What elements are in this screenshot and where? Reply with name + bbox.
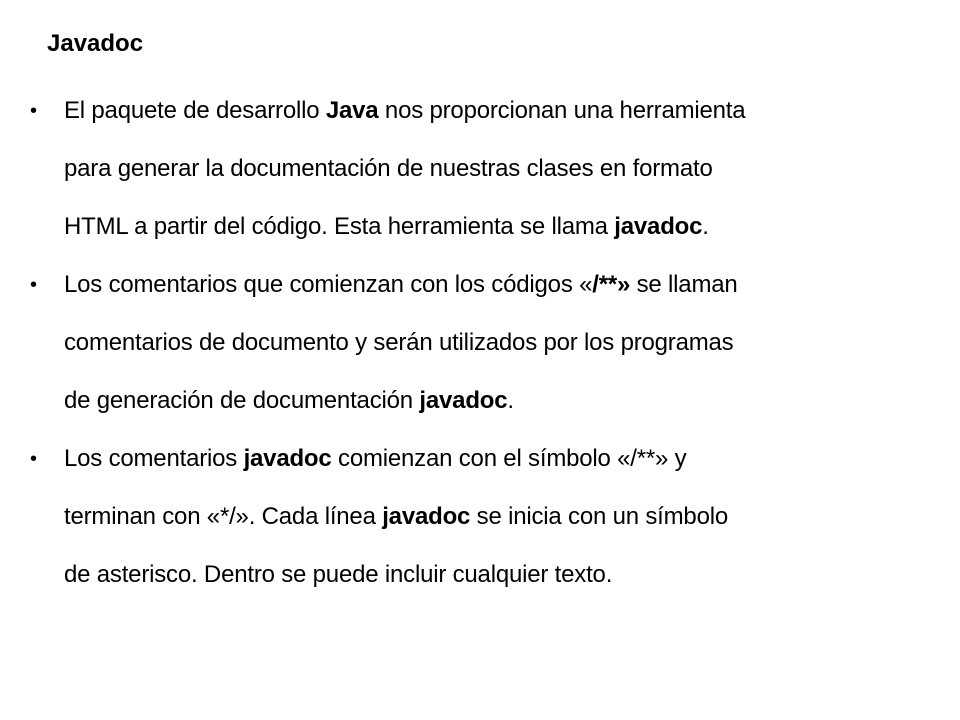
bullet-item xyxy=(30,82,910,256)
bullet-icon: • xyxy=(30,100,37,122)
text-run: terminan con «*/». Cada línea xyxy=(64,503,383,530)
text-run: se llaman xyxy=(630,271,738,298)
text-run-bold: javadoc xyxy=(243,445,332,472)
bullet-item xyxy=(30,256,910,430)
bullet-line xyxy=(64,82,910,140)
text-run-bold: /**» xyxy=(592,271,631,298)
bullet-line xyxy=(64,198,910,256)
text-run: . xyxy=(507,387,514,414)
bullet-line xyxy=(64,140,910,198)
text-run: El paquete de desarrollo xyxy=(64,97,326,124)
text-run: Los comentarios xyxy=(64,445,244,472)
text-run: HTML a partir del código. Esta herramienta se llama xyxy=(64,213,615,240)
text-run-bold: Java xyxy=(325,97,379,124)
text-run: . xyxy=(702,213,709,240)
text-run: nos proporcionan una herramienta xyxy=(378,97,746,124)
slide-title: Javadoc xyxy=(47,30,144,57)
text-run: se inicia con un símbolo xyxy=(470,503,728,530)
text-run: de generación de documentación xyxy=(64,387,420,414)
text-run: comienzan con el símbolo «/**» y xyxy=(331,445,687,472)
text-run: de asterisco. Dentro se puede incluir cualquier texto. xyxy=(64,561,613,588)
bullet-item xyxy=(30,430,910,604)
bullet-line xyxy=(64,546,910,604)
bullet-line xyxy=(64,488,910,546)
text-run: para generar la documentación de nuestras clases en formato xyxy=(64,155,713,182)
bullet-line xyxy=(64,430,910,488)
text-run: comentarios de documento y serán utilizados por los programas xyxy=(64,329,734,356)
bullet-line xyxy=(64,372,910,430)
bullet-icon: • xyxy=(30,448,37,470)
text-run-bold: javadoc xyxy=(614,213,703,240)
bullet-line xyxy=(64,314,910,372)
text-run-bold: javadoc xyxy=(382,503,471,530)
bullet-list xyxy=(30,82,910,604)
bullet-icon: • xyxy=(30,274,37,296)
text-run-bold: javadoc xyxy=(419,387,508,414)
text-run: Los comentarios que comienzan con los códigos « xyxy=(64,271,593,298)
bullet-line xyxy=(64,256,910,314)
